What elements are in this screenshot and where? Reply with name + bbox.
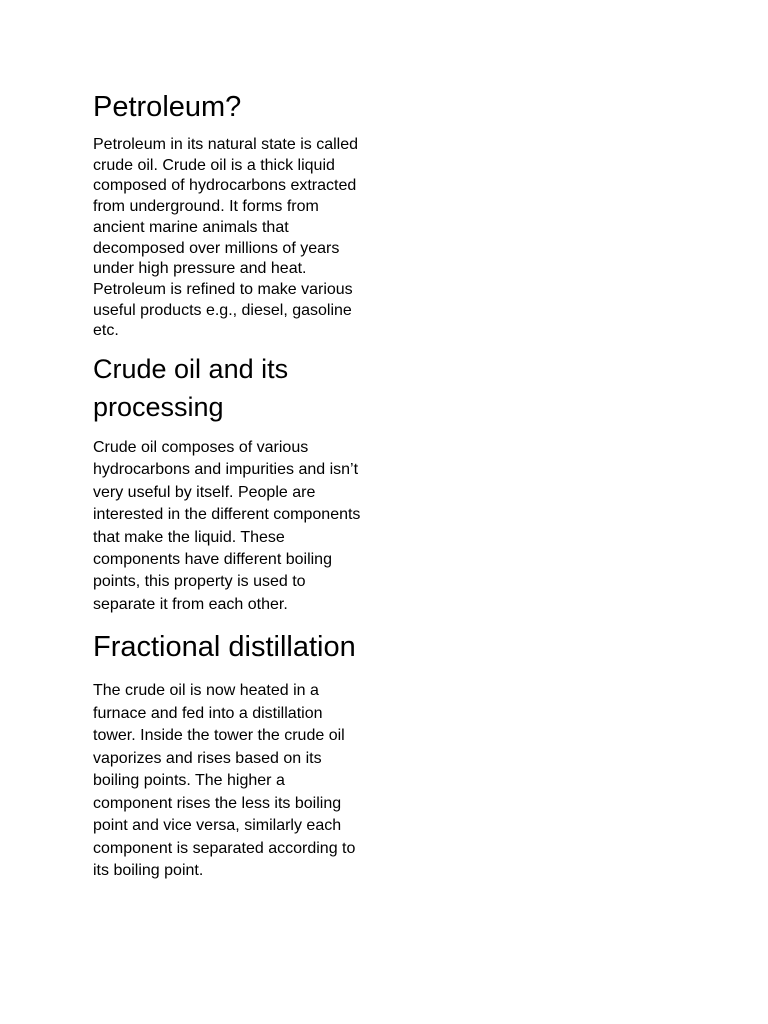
- section-heading-petroleum: Petroleum?: [93, 91, 242, 123]
- section-body-crude-oil-processing: Crude oil composes of various hydrocarbons and impurities and isn’t very useful by itself. People are interested in the different components that make the liquid. These components have different boiling points, this property is used to separate it from each other.: [93, 439, 361, 613]
- section-heading-fractional-distillation: Fractional distillation: [93, 631, 356, 664]
- text-column: [93, 88, 365, 883]
- section-body-petroleum: Petroleum in its natural state is called crude oil. Crude oil is a thick liquid composed of hydrocarbons extracted from underground. It forms from ancient marine animals that decomposed over millions of years under high pressure and heat. Petroleum is refined to make various useful products e.g., diesel, gasoline etc.: [93, 136, 359, 340]
- section-body-fractional-distillation: The crude oil is now heated in a furnace and fed into a distillation tower. Inside the tower the crude oil vaporizes and rises based on its boiling points. The higher a component rises the less its boiling point and vice versa, similarly each component is separated according to its boiling point.: [93, 682, 356, 880]
- section-heading-crude-oil-processing: Crude oil and its processing: [93, 354, 289, 423]
